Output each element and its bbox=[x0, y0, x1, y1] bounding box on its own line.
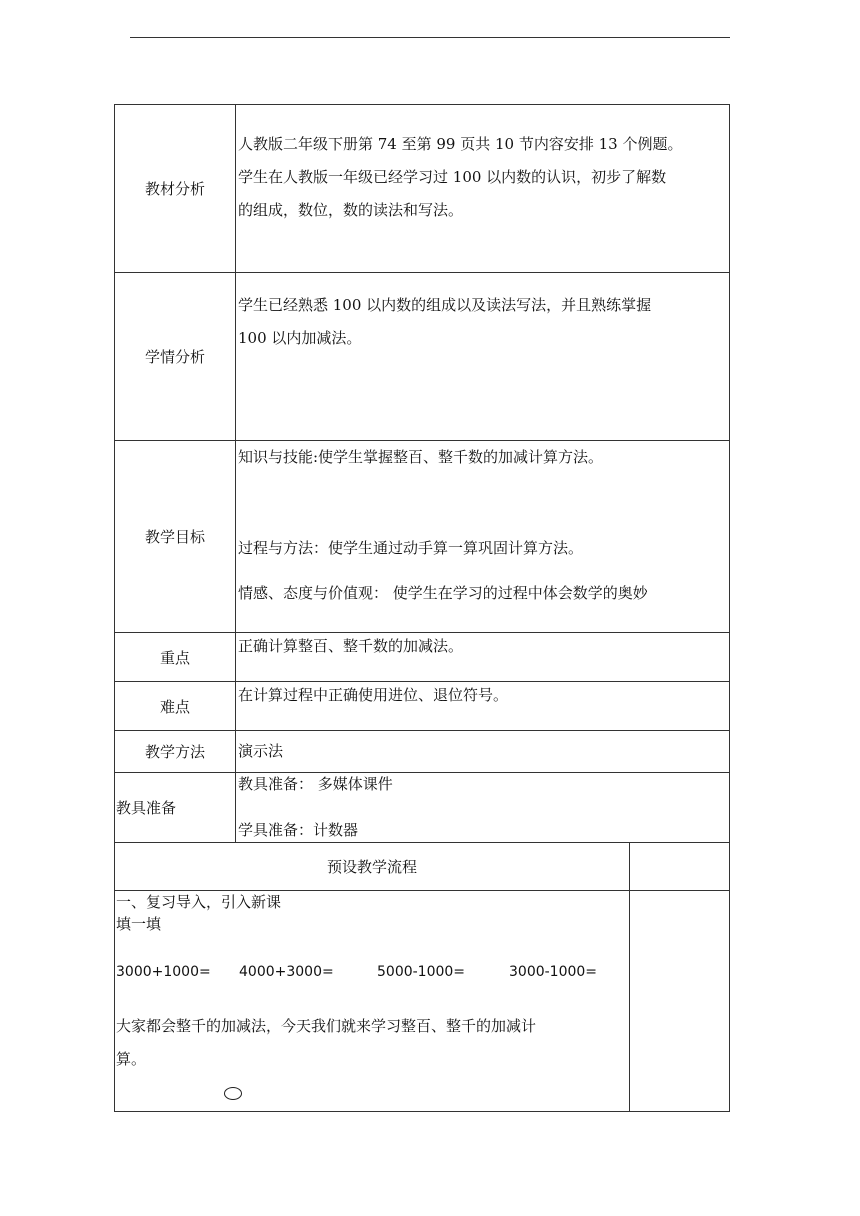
content-line: 的组成，数位，数的读法和写法。 bbox=[238, 201, 464, 219]
row-content bbox=[235, 632, 730, 682]
row-content bbox=[235, 730, 730, 773]
content-line: 在计算过程中正确使用进位、退位符号。 bbox=[238, 686, 509, 704]
row-teaching-aids bbox=[114, 772, 730, 843]
exercise-item: 5000-1000= bbox=[377, 964, 466, 980]
row-label: 教具准备 bbox=[114, 772, 236, 843]
row-label: 教学方法 bbox=[114, 730, 236, 773]
content-line: 100 以内加减法。 bbox=[238, 329, 362, 347]
row-label: 重点 bbox=[114, 632, 236, 682]
content-line: 人教版二年级下册第 74 至第 99 页共 10 节内容安排 13 个例题。 bbox=[238, 135, 683, 153]
content-line: 学生已经熟悉 100 以内数的组成以及读法写法，并且熟练掌握 bbox=[238, 296, 652, 314]
content-line: 教具准备： 多媒体课件 bbox=[238, 775, 393, 793]
content-line: 正确计算整百、整千数的加减法。 bbox=[238, 637, 464, 655]
row-textbook-analysis bbox=[114, 104, 730, 273]
row-flow-title bbox=[114, 842, 730, 891]
exercise-item: 3000-1000= bbox=[509, 964, 598, 980]
exercise-item: 4000+3000= bbox=[239, 964, 334, 980]
circle-shape-icon bbox=[224, 1087, 242, 1100]
content-line: 知识与技能:使学生掌握整百、整千数的加减计算方法。 bbox=[238, 448, 604, 466]
row-content bbox=[235, 440, 730, 633]
row-label: 教材分析 bbox=[114, 104, 236, 273]
row-teaching-method bbox=[114, 730, 730, 773]
row-teaching-goals bbox=[114, 440, 730, 633]
closing-line: 大家都会整千的加减法，今天我们就来学习整百、整千的加减计 bbox=[116, 1017, 537, 1035]
flow-side-cell bbox=[629, 842, 730, 891]
row-difficulty bbox=[114, 681, 730, 731]
content-line: 学具准备：计数器 bbox=[238, 821, 359, 839]
row-content bbox=[235, 681, 730, 731]
row-content bbox=[235, 772, 730, 843]
exercise-item: 3000+1000= bbox=[116, 964, 211, 980]
content-line: 情感、态度与价值观： 使学生在学习的过程中体会数学的奥妙 bbox=[238, 584, 648, 602]
row-content bbox=[235, 104, 730, 273]
content-line: 演示法 bbox=[238, 742, 284, 760]
content-line: 学生在人教版一年级已经学习过 100 以内数的认识，初步了解数 bbox=[238, 168, 667, 186]
sub-heading: 填一填 bbox=[116, 915, 162, 933]
row-content bbox=[235, 272, 730, 441]
flow-side-cell bbox=[629, 890, 730, 1112]
row-flow-content bbox=[114, 890, 730, 1112]
closing-line: 算。 bbox=[116, 1050, 147, 1068]
row-student-analysis bbox=[114, 272, 730, 441]
flow-title: 预设教学流程 bbox=[114, 842, 630, 891]
row-label: 教学目标 bbox=[114, 440, 236, 633]
row-key-point bbox=[114, 632, 730, 682]
header-rule bbox=[130, 37, 730, 38]
row-label: 难点 bbox=[114, 681, 236, 731]
section-heading: 一、复习导入，引入新课 bbox=[116, 893, 282, 911]
row-label: 学情分析 bbox=[114, 272, 236, 441]
flow-content bbox=[114, 890, 630, 1112]
content-line: 过程与方法：使学生通过动手算一算巩固计算方法。 bbox=[238, 539, 584, 557]
